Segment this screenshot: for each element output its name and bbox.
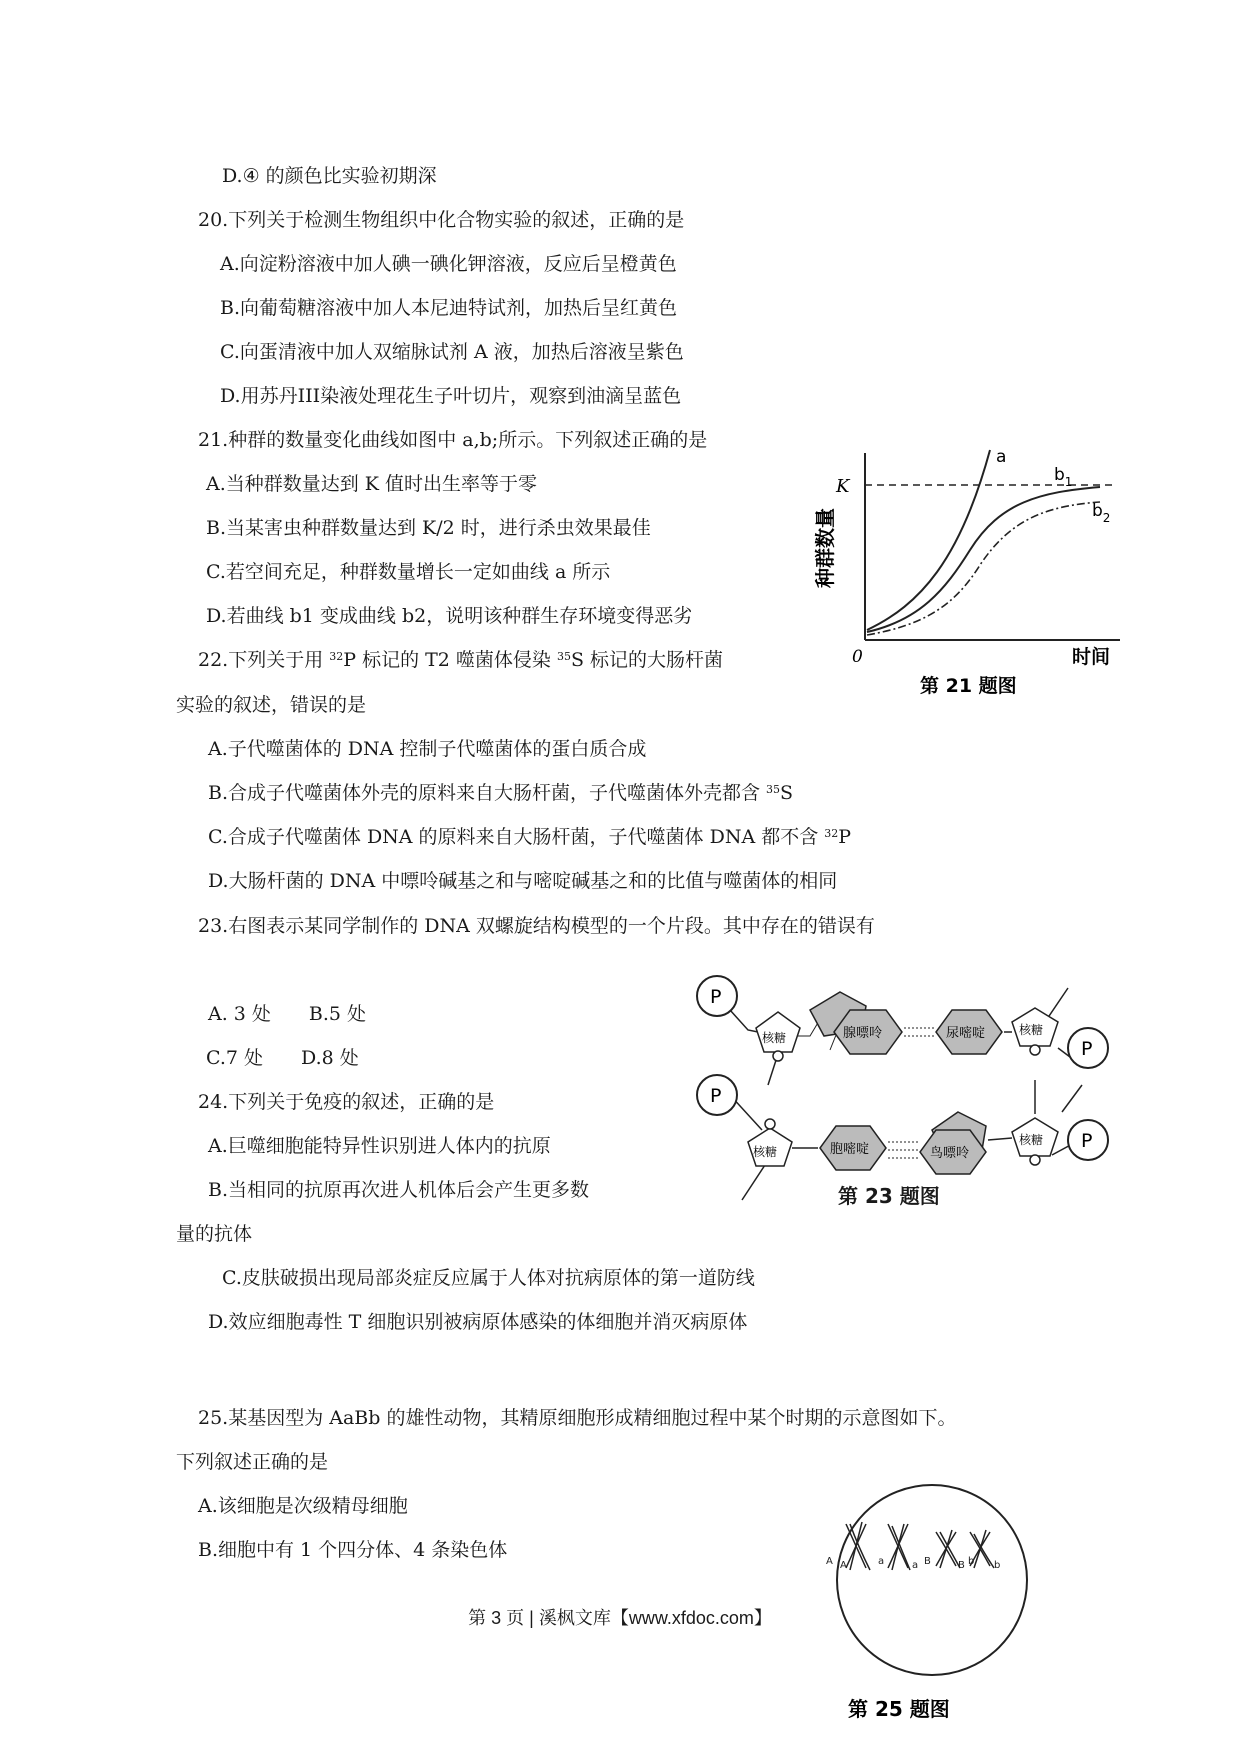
phosphate-label: P — [710, 1085, 722, 1107]
phosphate-label: P — [1081, 1038, 1093, 1060]
q24-option-d: D.效应细胞毒性 T 细胞识别被病原体感染的体细胞并消灭病原体 — [208, 1311, 748, 1333]
curve-b1-letter: b — [1054, 465, 1065, 485]
backbone-link — [742, 1165, 765, 1200]
cell-membrane — [837, 1485, 1027, 1675]
q23-stem: 23.右图表示某同学制作的 DNA 双螺旋结构模型的一个片段。其中存在的错误有 — [198, 915, 875, 937]
sugar-connector — [773, 1051, 783, 1061]
allele-label: B — [958, 1560, 965, 1571]
q22-sup-35: 35 — [556, 650, 571, 663]
figure-23-dna-model — [690, 970, 1110, 1210]
q22-option-b — [208, 781, 793, 805]
q24-option-c: C.皮肤破损出现局部炎症反应属于人体对抗病原体的第一道防线 — [222, 1267, 755, 1289]
phosphate-label: P — [710, 986, 722, 1008]
q22c-sup: 32 — [824, 827, 839, 840]
x-axis-label: 时间 — [1072, 646, 1111, 668]
q20-option-d: D.用苏丹III染液处理花生子叶切片，观察到油滴呈蓝色 — [220, 385, 682, 407]
y-axis-label: 种群数量 — [813, 508, 837, 588]
allele-label: A — [840, 1560, 847, 1571]
allele-label: A — [826, 1556, 833, 1567]
curve-b2-label — [1092, 501, 1110, 525]
q22-stem-text-mid: P 标记的 T2 噬菌体侵染 — [343, 649, 557, 671]
q20-option-c: C.向蛋清液中加人双缩脉试剂 A 液，加热后溶液呈紫色 — [220, 341, 684, 363]
figure-23-caption: 第 23 题图 — [838, 1184, 940, 1208]
q19-option-d: D.④ 的颜色比实验初期深 — [222, 165, 437, 187]
curve-b2-sub: 2 — [1102, 511, 1111, 525]
q22-sup-32: 32 — [329, 650, 344, 663]
q22-option-a: A.子代噬菌体的 DNA 控制子代噬菌体的蛋白质合成 — [208, 738, 647, 760]
q22-option-c — [208, 825, 851, 849]
q23-options-cd: C.7 处 D.8 处 — [206, 1047, 359, 1069]
allele-label: a — [912, 1560, 919, 1571]
allele-label: B — [924, 1556, 931, 1567]
q22-stem-text: 22.下列关于用 — [198, 649, 330, 671]
curve-b2-letter: b — [1092, 501, 1103, 521]
q25-option-a: A.该细胞是次级精母细胞 — [198, 1495, 408, 1517]
figure-21-population-curves — [810, 440, 1130, 700]
sugar-label: 核糖 — [1019, 1023, 1044, 1037]
q22c-text-end: P — [838, 826, 852, 848]
q20-option-b: B.向葡萄糖溶液中加人本尼迪特试剂，加热后呈红黄色 — [220, 297, 678, 319]
q22b-text: B.合成子代噬菌体外壳的原料来自大肠杆菌，子代噬菌体外壳都含 — [208, 782, 767, 804]
q22b-text-end: S — [780, 782, 794, 804]
q24-stem: 24.下列关于免疫的叙述，正确的是 — [198, 1091, 495, 1113]
curve-b1-sub: 1 — [1064, 475, 1073, 489]
q20-option-a: A.向淀粉溶液中加人碘一碘化钾溶液，反应后呈橙黄色 — [220, 253, 677, 275]
backbone-link — [1062, 1085, 1082, 1112]
q21-stem: 21.种群的数量变化曲线如图中 a,b;所示。下列叙述正确的是 — [198, 429, 708, 451]
sugar-label: 核糖 — [762, 1031, 787, 1045]
sugar-connector — [765, 1119, 775, 1129]
q20-stem: 20.下列关于检测生物组织中化合物实验的叙述，正确的是 — [198, 209, 685, 231]
allele-label: b — [968, 1556, 975, 1567]
q22c-text: C.合成子代噬菌体 DNA 的原料来自大肠杆菌，子代噬菌体 DNA 都不含 — [208, 826, 825, 848]
sugar-connector — [1030, 1155, 1040, 1165]
q24-option-b-continued: 量的抗体 — [176, 1223, 253, 1245]
q23-options-ab: A. 3 处 B.5 处 — [208, 1003, 367, 1025]
origin-label: 0 — [852, 647, 863, 667]
q25-option-b: B.细胞中有 1 个四分体、4 条染色体 — [198, 1539, 508, 1561]
guanine-label: 鸟嘌呤 — [930, 1146, 970, 1161]
curve-b2 — [867, 502, 1100, 635]
phosphate-label: P — [1081, 1130, 1093, 1152]
k-label: K — [836, 476, 850, 497]
q22b-sup: 35 — [766, 783, 781, 796]
q22-stem-text-end: S 标记的大肠杆菌 — [570, 649, 724, 671]
q22-stem — [198, 648, 723, 672]
sugar-label: 核糖 — [1019, 1133, 1044, 1147]
q21-option-c: C.若空间充足，种群数量增长一定如曲线 a 所示 — [206, 561, 611, 583]
q21-option-a: A.当种群数量达到 K 值时出生率等于零 — [206, 473, 538, 495]
q25-stem-continued: 下列叙述正确的是 — [176, 1451, 329, 1473]
backbone-link — [730, 1010, 758, 1032]
q22-stem-continued: 实验的叙述，错误的是 — [176, 694, 367, 716]
q24-option-b: B.当相同的抗原再次进人机体后会产生更多数 — [208, 1179, 590, 1201]
purine-label: 腺嘌呤 — [843, 1026, 883, 1041]
q24-option-a: A.巨噬细胞能特异性识别进人体内的抗原 — [208, 1135, 551, 1157]
curve-a-label: a — [996, 447, 1007, 467]
q21-option-b: B.当某害虫种群数量达到 K/2 时，进行杀虫效果最佳 — [206, 517, 651, 539]
cytosine-label: 胞嘧啶 — [830, 1142, 870, 1157]
allele-label: b — [994, 1560, 1001, 1571]
figure-25-caption: 第 25 题图 — [848, 1697, 950, 1721]
sugar-connector — [1030, 1045, 1040, 1055]
allele-label: a — [878, 1556, 885, 1567]
pyrimidine-label: 尿嘧啶 — [946, 1026, 986, 1041]
q22-option-d: D.大肠杆菌的 DNA 中嘌呤碱基之和与嘧啶碱基之和的比值与噬菌体的相同 — [208, 870, 838, 892]
sugar-label: 核糖 — [753, 1145, 778, 1159]
page-footer: 第 3 页 | 溪枫文库【www.xfdoc.com】 — [468, 1608, 772, 1628]
q21-option-d: D.若曲线 b1 变成曲线 b2，说明该种群生存环境变得恶劣 — [206, 605, 693, 627]
q25-stem: 25.某基因型为 AaBb 的雄性动物，其精原细胞形成精细胞过程中某个时期的示意图如下。 — [198, 1407, 957, 1429]
figure-21-caption: 第 21 题图 — [920, 675, 1017, 697]
glycosidic-bond — [988, 1138, 1012, 1140]
